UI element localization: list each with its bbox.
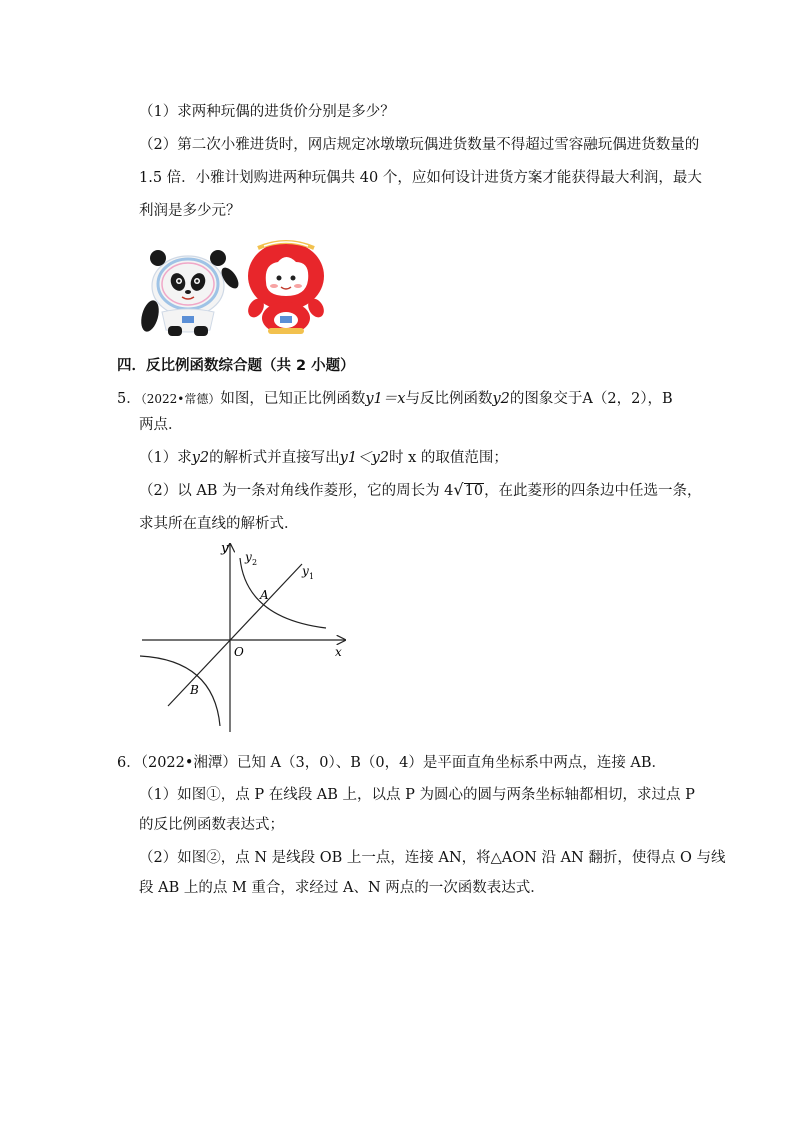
label-y2: y <box>245 550 252 564</box>
q6-part2-line1: （2）如图②，点 N 是线段 OB 上一点，连接 AN，将△AON 沿 AN 翻折，使得点 O 与线 <box>139 850 726 866</box>
section-heading: 四．反比例函数综合题（共 2 小题） <box>117 358 355 374</box>
line-y1 <box>168 564 302 706</box>
panda-mascot <box>138 250 242 336</box>
label-y: y <box>221 541 229 556</box>
q5-part1 <box>139 446 508 467</box>
label-x: x <box>335 645 342 659</box>
q5-p1-text-a: （1）求 <box>139 450 192 466</box>
sqrt-sign-icon: √ <box>453 480 464 499</box>
q5-p2-text-b: ，在此菱形的四条边中任选一条， <box>484 483 702 499</box>
q6-line1: 6．（2022•湘潭）已知 A（3，0）、B（0，4）是平面直角坐标系中两点，连接 AB． <box>117 755 667 771</box>
q5-y2: y2 <box>492 391 510 407</box>
q5-y1-equation: y1＝x <box>365 391 406 407</box>
q5-point-a: A（2，2），B <box>582 391 673 407</box>
q5-text-a: 如图，已知正比例函数 <box>220 391 366 407</box>
q5-p1-y2: y2 <box>191 450 210 466</box>
q5-text-b: 与反比例函数 <box>405 391 493 407</box>
q5-p1-inequality: y1＜y2 <box>339 450 389 466</box>
label-origin: O <box>234 645 244 659</box>
q5-number: 5． <box>117 391 141 407</box>
q5-part2-line2: 求其所在直线的解析式． <box>139 516 299 532</box>
q4-part1: （1）求两种玩偶的进货价分别是多少？ <box>139 104 395 120</box>
q5-part2-line1 <box>139 479 702 500</box>
hyperbola-branch-lower <box>140 656 220 726</box>
q5-p2-text-a: （2）以 AB 为一条对角线作菱形，它的周长为 4 <box>139 483 454 499</box>
mascots-image <box>138 234 338 338</box>
q5-p1-text-c: 时 x 的取值范围； <box>389 450 508 466</box>
hyperbola-branch-upper <box>240 558 326 628</box>
lantern-mascot <box>245 242 327 334</box>
q4-part2-line1: （2）第二次小雅进货时，网店规定冰墩墩玩偶进货数量不得超过雪容融玩偶进货数量的 <box>139 137 700 153</box>
q4-part2-line2: 1.5 倍．小雅计划购进两种玩偶共 40 个，应如何设计进货方案才能获得最大利润，最大 <box>139 170 702 186</box>
label-point-a: A <box>260 588 269 602</box>
q6-part2-line2: 段 AB 上的点 M 重合，求经过 A、N 两点的一次函数表达式． <box>139 880 545 896</box>
q5-source: （2022•常德） <box>140 392 221 406</box>
q6-part1-line2: 的反比例函数表达式； <box>139 817 284 833</box>
label-y1-sub: 1 <box>309 572 315 581</box>
label-y1: y <box>302 564 309 578</box>
q5-line2: 两点． <box>139 417 183 433</box>
label-point-b: B <box>190 683 199 697</box>
q4-part2-line3: 利润是多少元？ <box>139 203 241 219</box>
label-y2-sub: 2 <box>252 558 258 567</box>
q6-part1-line1: （1）如图①，点 P 在线段 AB 上，以点 P 为圆心的圆与两条坐标轴都相切，求过点 P <box>139 787 695 803</box>
q5-p1-text-b: 的解析式并直接写出 <box>209 450 340 466</box>
q5-p2-sqrt-value: 10 <box>464 483 484 499</box>
function-graph <box>130 536 360 736</box>
q5-text-c: 的图象交于 <box>509 391 583 407</box>
q5-line1 <box>117 387 673 408</box>
